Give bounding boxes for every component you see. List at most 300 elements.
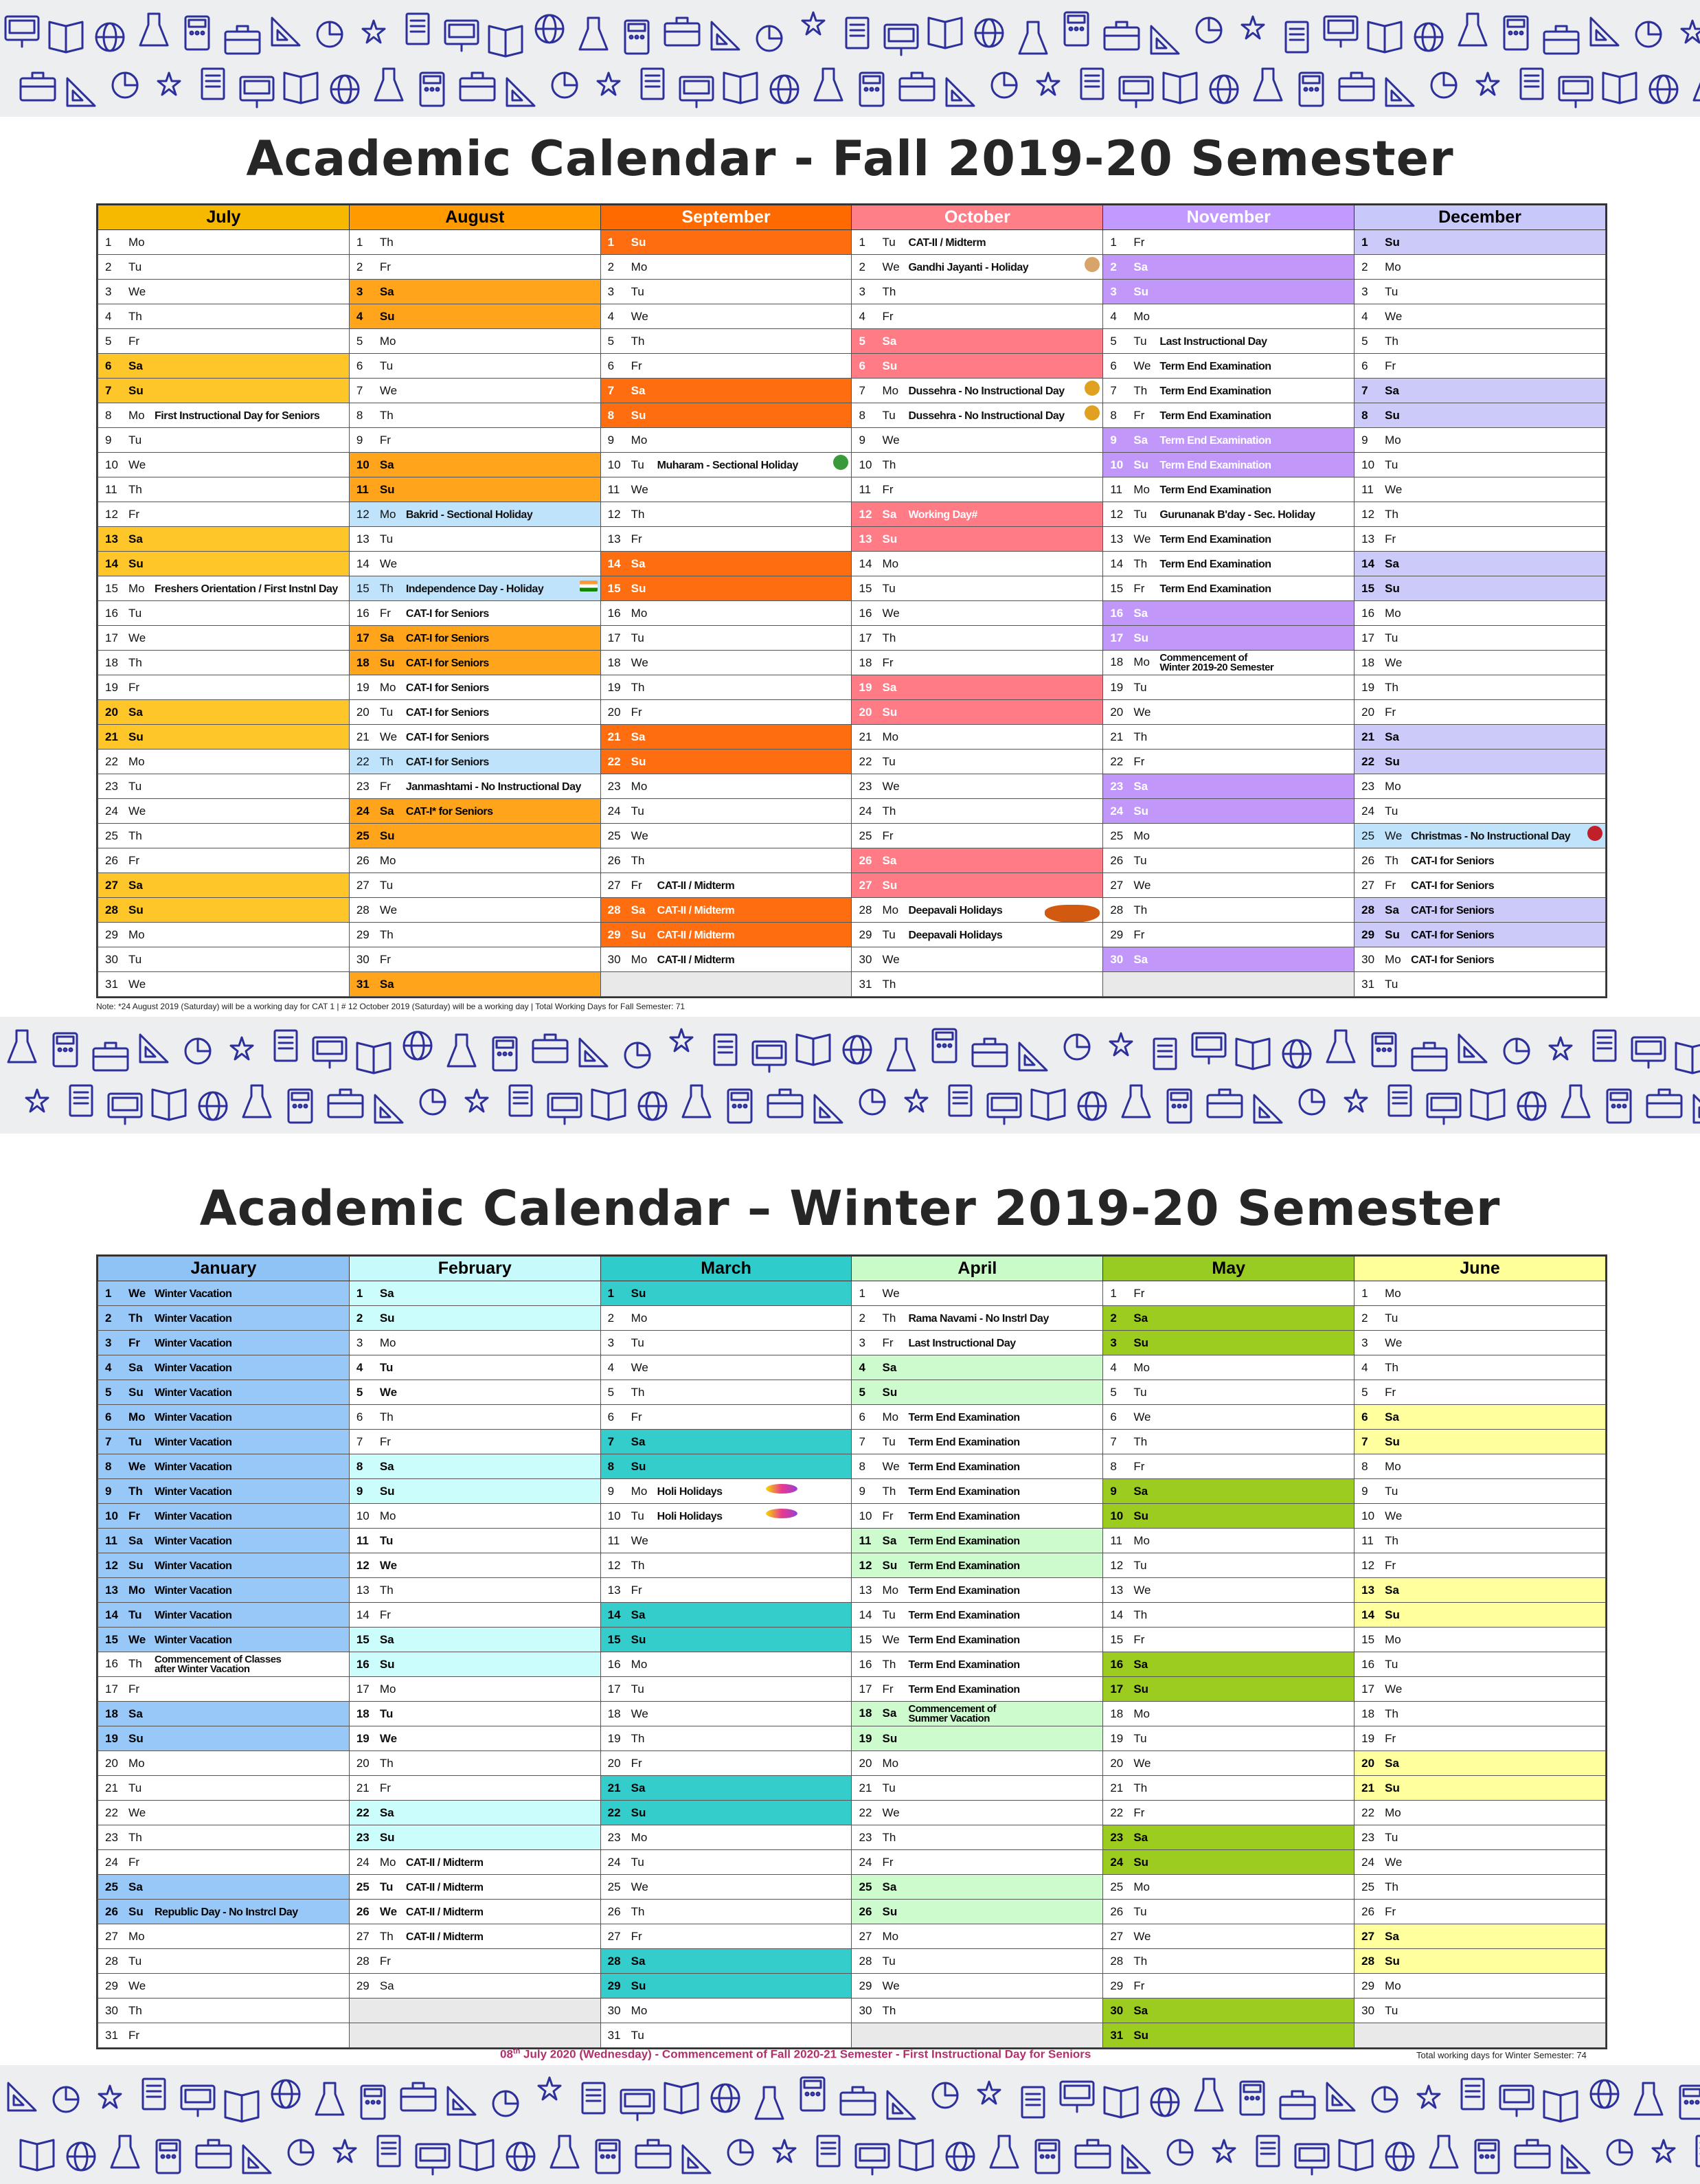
day-number: 7 (607, 383, 615, 397)
day-cell (98, 255, 350, 280)
day-cell (1103, 873, 1355, 898)
day-event: Term End Examination (908, 1411, 1020, 1423)
weekday: Tu (379, 705, 394, 719)
weekday: Su (631, 927, 646, 941)
weekday: Sa (631, 556, 646, 570)
day-cell (600, 750, 852, 774)
day-number: 13 (859, 1583, 872, 1597)
day-number: 22 (859, 1805, 872, 1819)
weekday: Mo (631, 1830, 648, 1844)
weekday: Th (1385, 1533, 1398, 1547)
day-cell (600, 774, 852, 799)
weekday: Fr (379, 433, 391, 447)
day-number: 10 (1110, 1509, 1124, 1522)
weekday: Sa (1385, 383, 1399, 397)
weekday: We (1385, 655, 1403, 669)
day-cell (1355, 576, 1606, 601)
weekday: Mo (128, 235, 145, 249)
day-number: 23 (859, 779, 872, 793)
day-cell (600, 428, 852, 453)
day-cell (852, 1825, 1103, 1850)
day-cell (349, 1628, 600, 1652)
day-number: 7 (859, 1434, 865, 1448)
day-cell (1103, 1801, 1355, 1825)
event-line: Commencement of (1159, 651, 1247, 664)
weekday: Su (1385, 235, 1400, 249)
day-event: CAT-II / Midterm (657, 879, 735, 892)
day-number: 22 (105, 754, 118, 768)
day-cell (349, 725, 600, 750)
day-number: 27 (1361, 1929, 1375, 1943)
day-number: 25 (859, 1880, 872, 1893)
day-cell (852, 1479, 1103, 1504)
day-cell (349, 799, 600, 824)
day-event: Last Instructional Day (908, 1337, 1016, 1349)
day-cell (1355, 477, 1606, 502)
day-cell (1355, 1479, 1606, 1504)
day-number: 9 (1361, 1484, 1368, 1498)
weekday: We (1133, 1756, 1151, 1770)
day-cell (600, 1454, 852, 1479)
day-number: 3 (607, 284, 615, 298)
day-cell (852, 1801, 1103, 1825)
day-event: Winter Vacation (155, 1386, 232, 1399)
day-cell (98, 1702, 350, 1726)
weekday: Tu (1133, 1731, 1147, 1745)
weekday: Fr (1133, 1459, 1145, 1473)
day-number: 9 (356, 1484, 363, 1498)
weekday: Sa (379, 1286, 394, 1300)
weekday: Su (379, 1830, 395, 1844)
day-event: CAT-I for Seniors (1411, 929, 1495, 941)
day-number: 26 (859, 1904, 872, 1918)
day-cell (1103, 1603, 1355, 1628)
day-number: 28 (1110, 1954, 1124, 1968)
weekday: Sa (1385, 1410, 1399, 1423)
weekday: We (882, 1632, 900, 1646)
day-cell (600, 230, 852, 255)
day-cell (1355, 1924, 1606, 1949)
weekday: Fr (128, 1509, 140, 1522)
day-cell (852, 1999, 1103, 2023)
day-cell (1355, 1553, 1606, 1578)
day-number: 18 (105, 655, 118, 669)
day-number: 19 (1361, 1731, 1375, 1745)
day-cell (852, 1430, 1103, 1454)
calendar-row (98, 1306, 1606, 1331)
day-cell (349, 972, 600, 997)
day-number: 10 (105, 458, 118, 471)
day-cell (349, 1875, 600, 1900)
weekday: Fr (1385, 1904, 1396, 1918)
day-cell (600, 1553, 852, 1578)
calendar-row (98, 1331, 1606, 1355)
weekday: Sa (631, 1954, 646, 1968)
day-number: 8 (1361, 408, 1368, 422)
day-number: 15 (356, 581, 370, 595)
calendar-row (98, 626, 1606, 651)
weekday: Sa (128, 1707, 143, 1720)
weekday: Tu (379, 359, 394, 372)
flag-icon (580, 581, 598, 592)
day-number: 19 (1110, 1731, 1124, 1745)
day-cell (1103, 1726, 1355, 1751)
weekday: Th (1133, 1434, 1148, 1448)
weekday: Sa (379, 804, 394, 818)
day-number: 2 (105, 260, 112, 273)
day-number: 2 (859, 260, 865, 273)
day-number: 12 (1361, 507, 1375, 521)
month-header-april: April (852, 1257, 1103, 1281)
day-number: 18 (1361, 655, 1375, 669)
day-cell (349, 1677, 600, 1702)
day-event: CAT-I for Seniors (405, 731, 489, 743)
weekday: Tu (128, 260, 142, 273)
day-cell (98, 848, 350, 873)
month-header-march: March (600, 1257, 852, 1281)
day-number: 16 (356, 1657, 370, 1671)
weekday: Fr (1133, 754, 1145, 768)
calendar-row (98, 1405, 1606, 1430)
weekday: Tu (1133, 1904, 1147, 1918)
day-number: 11 (1361, 482, 1374, 496)
day-number: 27 (105, 878, 118, 892)
day-number: 24 (1361, 1855, 1375, 1869)
day-number: 9 (1110, 1484, 1117, 1498)
empty-cell (1355, 2023, 1606, 2048)
decorative-icon-band-top (0, 0, 1700, 117)
weekday: Sa (379, 284, 394, 298)
weekday: Th (379, 1756, 394, 1770)
day-number: 16 (105, 606, 118, 620)
weekday: We (128, 1632, 146, 1646)
weekday: Th (128, 1311, 143, 1325)
weekday: Mo (631, 779, 648, 793)
day-number: 23 (356, 1830, 370, 1844)
day-number: 1 (356, 235, 363, 249)
day-number: 20 (356, 1756, 370, 1770)
day-cell (852, 354, 1103, 379)
day-cell (1103, 799, 1355, 824)
day-cell (98, 280, 350, 304)
day-number: 8 (1110, 1459, 1117, 1473)
day-number: 15 (1110, 1632, 1124, 1646)
weekday: Sa (631, 1781, 646, 1794)
weekday: Tu (128, 1781, 142, 1794)
weekday: Fr (128, 853, 140, 867)
weekday: Fr (1133, 235, 1145, 249)
weekday: Fr (128, 1855, 140, 1869)
day-event: Term End Examination (908, 1461, 1020, 1473)
day-number: 4 (356, 1360, 363, 1374)
day-number: 28 (105, 903, 118, 916)
day-number: 12 (1361, 1558, 1375, 1572)
weekday: Su (631, 1805, 646, 1819)
day-number: 2 (356, 1311, 363, 1325)
day-cell (852, 329, 1103, 354)
weekday: We (631, 1360, 648, 1374)
day-cell (1355, 403, 1606, 428)
day-number: 17 (1361, 1682, 1375, 1696)
day-number: 30 (356, 952, 370, 966)
day-number: 25 (1361, 829, 1375, 842)
day-number: 12 (1110, 1558, 1124, 1572)
empty-cell (349, 1999, 600, 2023)
day-number: 24 (356, 804, 370, 818)
day-number: 3 (356, 1336, 363, 1349)
weekday: Fr (882, 1682, 894, 1696)
day-cell (1103, 651, 1355, 675)
day-number: 5 (356, 334, 363, 348)
weekday: Fr (379, 260, 391, 273)
day-number: 17 (607, 631, 621, 644)
calendar-row (98, 230, 1606, 255)
calendar-row (98, 1974, 1606, 1999)
day-number: 22 (1361, 1805, 1375, 1819)
day-cell (98, 947, 350, 972)
day-number: 23 (105, 1830, 118, 1844)
weekday: Th (631, 853, 645, 867)
day-event: Rama Navami - No Instrl Day (908, 1312, 1049, 1325)
day-cell (98, 304, 350, 329)
day-cell (1355, 1900, 1606, 1924)
day-number: 7 (607, 1434, 615, 1448)
day-cell (1355, 1801, 1606, 1825)
weekday: Tu (882, 1434, 896, 1448)
day-cell (852, 1677, 1103, 1702)
day-number: 9 (607, 1484, 615, 1498)
weekday: Fr (379, 1434, 391, 1448)
day-number: 19 (105, 680, 118, 694)
day-number: 22 (356, 754, 370, 768)
day-number: 18 (1110, 1707, 1124, 1720)
day-number: 1 (356, 1286, 363, 1300)
day-number: 31 (1361, 977, 1375, 991)
empty-cell (1103, 972, 1355, 997)
day-cell (1355, 601, 1606, 626)
weekday: Fr (631, 1756, 642, 1770)
event-line: Summer Vacation (908, 1712, 990, 1724)
weekday: Tu (128, 1608, 142, 1621)
day-cell (852, 1454, 1103, 1479)
day-event: CAT-I for Seniors (1411, 879, 1495, 892)
day-cell (852, 1405, 1103, 1430)
day-event: Winter Vacation (155, 1337, 232, 1349)
weekday: Sa (1133, 1830, 1148, 1844)
weekday: Mo (631, 1657, 648, 1671)
day-cell (349, 1306, 600, 1331)
weekday: Sa (882, 334, 897, 348)
day-cell (852, 1603, 1103, 1628)
day-number: 3 (356, 284, 363, 298)
day-number: 8 (1110, 408, 1117, 422)
day-event: Gurunanak B'day - Sec. Holiday (1159, 508, 1315, 521)
day-number: 11 (105, 482, 117, 496)
weekday: Sa (379, 1632, 394, 1646)
day-event: Last Instructional Day (1159, 335, 1267, 348)
day-cell (1355, 1776, 1606, 1801)
day-number: 5 (1110, 334, 1117, 348)
weekday: Th (631, 1904, 645, 1918)
day-cell (98, 477, 350, 502)
day-cell (1103, 1776, 1355, 1801)
day-event: Term End Examination (908, 1510, 1020, 1522)
day-event: Winter Vacation (155, 1362, 232, 1374)
day-cell (852, 601, 1103, 626)
weekday: Fr (128, 1336, 140, 1349)
day-event: Winter Vacation (155, 1436, 232, 1448)
day-number: 27 (1110, 1929, 1124, 1943)
winter-footer-next-semester (500, 2047, 1091, 2062)
weekday: Sa (1133, 779, 1148, 793)
day-number: 8 (607, 1459, 615, 1473)
day-cell (98, 2023, 350, 2048)
day-number: 5 (1361, 334, 1368, 348)
weekday: Sa (882, 507, 897, 521)
day-cell (600, 1900, 852, 1924)
day-cell (1103, 453, 1355, 477)
day-cell (98, 750, 350, 774)
day-number: 1 (1110, 235, 1117, 249)
weekday: Sa (1385, 903, 1399, 916)
day-event: CAT-I for Seniors (1411, 904, 1495, 916)
day-cell (98, 453, 350, 477)
weekday: We (882, 779, 900, 793)
calendar-row (98, 601, 1606, 626)
day-number: 16 (859, 1657, 872, 1671)
weekday: Fr (882, 1336, 894, 1349)
weekday: We (379, 1558, 398, 1572)
weekday: Tu (1133, 334, 1147, 348)
day-cell (349, 675, 600, 700)
day-number: 24 (1110, 804, 1124, 818)
empty-cell (349, 2023, 600, 2048)
day-number: 26 (607, 853, 621, 867)
day-number: 20 (1361, 705, 1375, 719)
day-cell (852, 626, 1103, 651)
day-number: 24 (105, 804, 118, 818)
weekday: Th (128, 1656, 142, 1670)
day-cell (852, 502, 1103, 527)
weekday: Mo (128, 927, 145, 941)
weekday: Th (379, 927, 394, 941)
day-cell (1355, 428, 1606, 453)
day-number: 9 (105, 1484, 112, 1498)
day-number: 16 (1110, 1657, 1124, 1671)
day-cell (98, 1726, 350, 1751)
day-cell (1103, 898, 1355, 923)
day-cell (1355, 1677, 1606, 1702)
day-cell (852, 1726, 1103, 1751)
calendar-row (98, 1999, 1606, 2023)
day-cell (98, 1603, 350, 1628)
day-number: 23 (859, 1830, 872, 1844)
day-number: 29 (356, 1979, 370, 1992)
day-cell (852, 1900, 1103, 1924)
day-number: 11 (356, 1533, 369, 1547)
day-number: 17 (607, 1682, 621, 1696)
month-header-october: October (852, 205, 1103, 230)
weekday: Su (631, 1979, 646, 1992)
weekday: Su (882, 705, 898, 719)
weekday: We (1385, 1509, 1403, 1522)
weekday: Mo (1385, 1286, 1401, 1300)
day-cell (98, 1355, 350, 1380)
weekday: Su (1133, 804, 1149, 818)
day-event: Dussehra - No Instructional Day (908, 385, 1065, 397)
education-pattern-icon (0, 2065, 1700, 2184)
day-event: Winter Vacation (155, 1560, 232, 1572)
day-cell (349, 280, 600, 304)
day-number: 14 (607, 556, 621, 570)
day-cell (1355, 947, 1606, 972)
day-number: 6 (607, 359, 615, 372)
day-number: 2 (607, 1311, 615, 1325)
day-number: 20 (607, 1756, 621, 1770)
day-cell (349, 700, 600, 725)
calendar-row (98, 1553, 1606, 1578)
weekday: Tu (1133, 853, 1147, 867)
day-event: CAT-I for Seniors (405, 657, 489, 669)
day-cell (600, 1924, 852, 1949)
day-event: Winter Vacation (155, 1510, 232, 1522)
day-number: 4 (356, 309, 363, 323)
day-cell (349, 1479, 600, 1504)
day-cell (1355, 848, 1606, 873)
day-number: 23 (607, 779, 621, 793)
calendar-row (98, 923, 1606, 947)
day-number: 5 (1361, 1385, 1368, 1399)
day-number: 16 (1361, 1657, 1375, 1671)
calendar-row (98, 1504, 1606, 1529)
day-number: 20 (1110, 1756, 1124, 1770)
day-cell (349, 576, 600, 601)
weekday: Th (128, 482, 142, 496)
day-cell (1355, 799, 1606, 824)
calendar-row (98, 1430, 1606, 1454)
weekday: Tu (1385, 977, 1398, 991)
weekday: Su (882, 878, 898, 892)
month-header-january: January (98, 1257, 350, 1281)
day-cell (600, 1875, 852, 1900)
day-cell (349, 304, 600, 329)
day-number: 10 (859, 458, 872, 471)
day-number: 15 (607, 581, 621, 595)
day-cell (1103, 304, 1355, 329)
weekday: We (631, 482, 648, 496)
day-cell (349, 354, 600, 379)
day-number: 23 (1110, 1830, 1124, 1844)
day-number: 17 (356, 631, 370, 644)
day-cell (349, 626, 600, 651)
day-number: 25 (1110, 829, 1124, 842)
day-cell (1355, 255, 1606, 280)
day-event: CAT-II / Midterm (908, 236, 986, 249)
event-line: after Winter Vacation (155, 1663, 250, 1675)
weekday: We (1385, 829, 1403, 842)
day-cell (1103, 947, 1355, 972)
day-number: 26 (356, 853, 370, 867)
weekday: Sa (882, 680, 897, 694)
weekday: Fr (128, 2028, 140, 2042)
calendar-row (98, 354, 1606, 379)
weekday: Mo (631, 606, 648, 620)
day-cell (349, 1751, 600, 1776)
day-number: 14 (859, 556, 872, 570)
day-number: 28 (859, 903, 872, 916)
weekday: Sa (882, 1880, 897, 1893)
weekday: Su (1385, 408, 1400, 422)
